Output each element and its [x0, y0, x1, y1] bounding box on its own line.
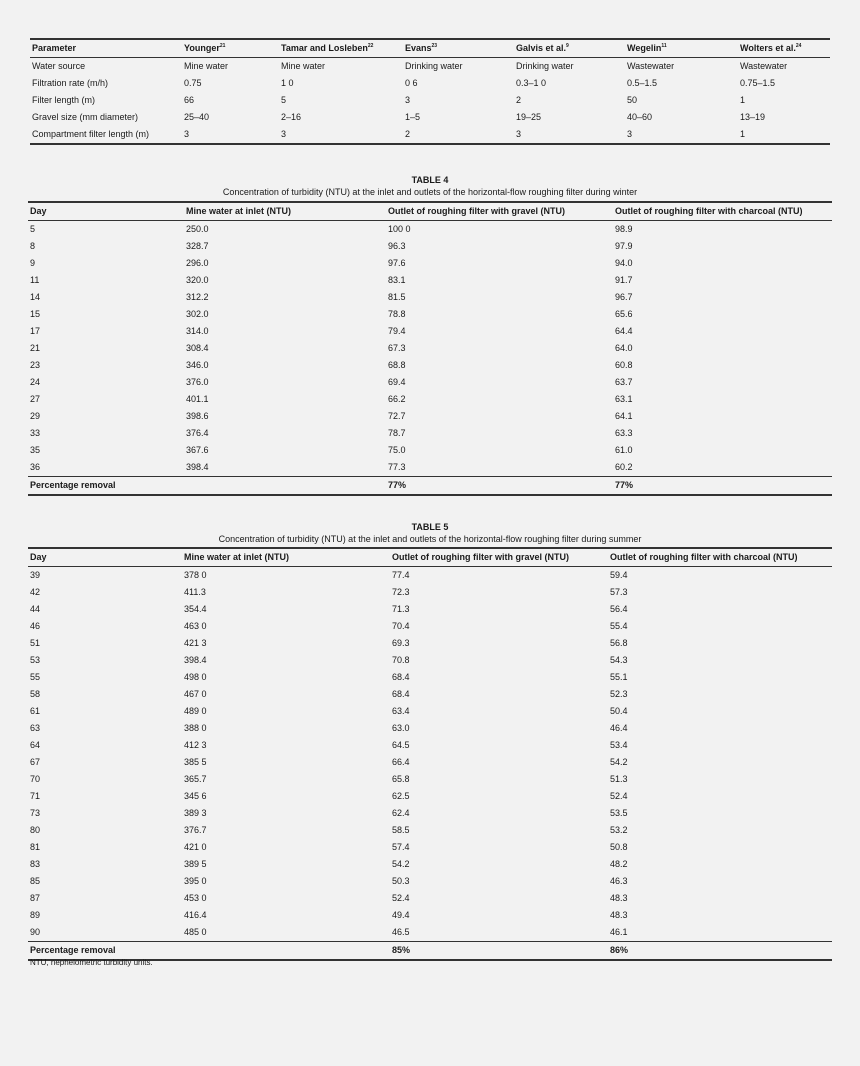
table-cell: 50.3 — [392, 876, 410, 886]
table-row — [28, 391, 832, 408]
column-header: Day — [28, 548, 182, 567]
table-cell: 401.1 — [186, 394, 209, 404]
table-cell: 398.4 — [184, 655, 207, 665]
table-cell: 72.3 — [392, 587, 410, 597]
table-cell: 55 — [30, 672, 41, 682]
winter-turbidity-table — [28, 201, 832, 496]
table-cell: 49.4 — [392, 910, 410, 920]
table-row — [28, 652, 832, 669]
table-cell: 48.3 — [610, 910, 628, 920]
reference-superscript: 24 — [795, 43, 802, 49]
table-cell: 62.5 — [392, 791, 410, 801]
table-row — [28, 686, 832, 703]
table-cell: 68.8 — [388, 360, 406, 370]
column-header-label: Wolters et al. — [740, 43, 796, 53]
reference-superscript: 23 — [431, 43, 438, 49]
table-cell: 314.0 — [186, 326, 209, 336]
table5-caption — [0, 521, 860, 545]
table-row — [28, 805, 832, 822]
table-row — [28, 788, 832, 805]
column-header-label: Wegelin — [627, 43, 662, 53]
table-cell: 100 0 — [388, 224, 411, 234]
table-cell: 367.6 — [186, 445, 209, 455]
table-row — [28, 408, 832, 425]
table-cell: 90 — [30, 927, 41, 937]
table-cell: 81 — [30, 842, 41, 852]
column-header-label: Younger — [184, 43, 220, 53]
table-cell: 463 0 — [184, 621, 207, 631]
table-cell: 46 — [30, 621, 41, 631]
table-row — [28, 357, 832, 374]
table-cell: 63.0 — [392, 723, 410, 733]
table-cell: 61 — [30, 706, 41, 716]
table-row — [28, 459, 832, 477]
table-row — [28, 584, 832, 601]
table-cell: 77.4 — [392, 570, 410, 580]
table-cell: 421 3 — [184, 638, 207, 648]
table-cell: 97.9 — [615, 241, 633, 251]
table-row — [28, 822, 832, 839]
column-header-label: Parameter — [32, 43, 77, 53]
table-cell: 0.75–1.5 — [740, 78, 776, 88]
table-row — [28, 221, 832, 239]
table-cell: 15 — [30, 309, 41, 319]
table-cell: 58.5 — [392, 825, 410, 835]
table-row — [30, 92, 830, 109]
table-cell: 89 — [30, 910, 41, 920]
table-cell: 376.4 — [186, 428, 209, 438]
reference-superscript: 9 — [566, 43, 569, 49]
table-cell: 65.8 — [392, 774, 410, 784]
table-cell: 421 0 — [184, 842, 207, 852]
table-cell: Filter length (m) — [32, 95, 96, 105]
table-cell: 63.7 — [615, 377, 633, 387]
table-cell: 53 — [30, 655, 41, 665]
table-cell: 3 — [405, 95, 411, 105]
table-cell: 345 6 — [184, 791, 207, 801]
table-cell: 40–60 — [627, 112, 653, 122]
table-cell: 83.1 — [388, 275, 406, 285]
table-cell: 376.7 — [184, 825, 207, 835]
table-cell: 64.5 — [392, 740, 410, 750]
column-header: Mine water at inlet (NTU) — [184, 202, 386, 221]
table-cell: 62.4 — [392, 808, 410, 818]
table-cell: Water source — [32, 61, 86, 71]
table-row — [28, 907, 832, 924]
table4-number: TABLE 4 — [411, 175, 449, 185]
winter-table-body — [28, 221, 832, 477]
table-cell: Mine water — [184, 61, 229, 71]
table-cell: 63 — [30, 723, 41, 733]
table-cell: 302.0 — [186, 309, 209, 319]
table-row — [28, 771, 832, 788]
table-cell: Compartment filter length (m) — [30, 126, 182, 144]
table-cell: 498 0 — [184, 672, 207, 682]
table-cell: 64.0 — [615, 343, 633, 353]
table-cell: 79.4 — [388, 326, 406, 336]
table-cell: 354.4 — [184, 604, 207, 614]
table-cell: 46.4 — [610, 723, 628, 733]
table-cell: 46.5 — [392, 927, 410, 937]
table-cell: 385 5 — [184, 757, 207, 767]
column-header: Mine water at inlet (NTU) — [182, 548, 390, 567]
table-cell: 53.5 — [610, 808, 628, 818]
table-row — [28, 601, 832, 618]
table-cell: 11 — [30, 275, 40, 285]
table-cell: 57.4 — [392, 842, 410, 852]
table-cell: 296.0 — [186, 258, 209, 268]
table-row — [28, 306, 832, 323]
column-header — [514, 39, 625, 58]
table-cell: 2–16 — [281, 112, 302, 122]
table-row — [28, 255, 832, 272]
table-cell: 8 — [30, 241, 36, 251]
table-row — [28, 425, 832, 442]
footer-cell: 77% — [613, 477, 832, 496]
table-cell: 64 — [30, 740, 41, 750]
table-cell: 44 — [30, 604, 41, 614]
table-row — [28, 924, 832, 942]
table-row — [28, 442, 832, 459]
table-cell: 3 — [514, 126, 625, 144]
table-cell: 55.4 — [610, 621, 628, 631]
column-header — [403, 39, 514, 58]
table-cell: 13–19 — [740, 112, 766, 122]
table-row — [30, 58, 830, 76]
table-cell: 2 — [403, 126, 514, 144]
table-cell: 60.2 — [615, 462, 633, 472]
table-cell: 19–25 — [516, 112, 542, 122]
table-cell: 96.7 — [615, 292, 633, 302]
table-cell: 2 — [516, 95, 522, 105]
table-cell: 250.0 — [186, 224, 209, 234]
table-cell: 1–5 — [405, 112, 421, 122]
table-cell: 1 — [738, 126, 830, 144]
table-cell: 0.5–1.5 — [627, 78, 658, 88]
table-row — [30, 109, 830, 126]
table-cell: Wastewater — [740, 61, 788, 71]
column-header: Outlet of roughing filter with gravel (NTU) — [386, 202, 613, 221]
table-cell: 308.4 — [186, 343, 209, 353]
table-row — [30, 75, 830, 92]
table-cell: 56.8 — [610, 638, 628, 648]
table-cell: Mine water — [281, 61, 326, 71]
table-cell: 64.1 — [615, 411, 633, 421]
table-row — [28, 618, 832, 635]
table-cell: 69.4 — [388, 377, 406, 387]
table-cell: 97.6 — [388, 258, 406, 268]
table-cell: 14 — [30, 292, 41, 302]
table-cell: 376.0 — [186, 377, 209, 387]
table-cell: 54.3 — [610, 655, 628, 665]
table-cell: 5 — [281, 95, 287, 105]
table-cell: 25–40 — [184, 112, 210, 122]
table-row — [28, 754, 832, 771]
table-cell: 52.3 — [610, 689, 628, 699]
table-cell: 33 — [30, 428, 41, 438]
table-cell: 53.4 — [610, 740, 628, 750]
table-cell: 365.7 — [184, 774, 207, 784]
table-cell: 60.8 — [615, 360, 633, 370]
table-cell: 63.4 — [392, 706, 410, 716]
table-cell: Gravel size (mm diameter) — [32, 112, 139, 122]
table-cell: 489 0 — [184, 706, 207, 716]
table-cell: 66.4 — [392, 757, 410, 767]
comparison-table — [30, 38, 830, 145]
reference-superscript: 11 — [661, 43, 667, 49]
table-row — [28, 323, 832, 340]
table-cell: 0.75 — [184, 78, 202, 88]
table-cell: 17 — [30, 326, 41, 336]
footer-cell — [182, 942, 390, 961]
summer-table-body — [28, 567, 832, 942]
table5-title: Concentration of turbidity (NTU) at the inlet and outlets of the horizontal-flow roughing filter during summer — [218, 534, 642, 544]
table-cell: 78.7 — [388, 428, 406, 438]
comparison-table-body — [30, 58, 830, 145]
table-cell: 3 — [279, 126, 403, 144]
table-row — [28, 567, 832, 585]
winter-table-header — [28, 202, 832, 221]
table-cell: 389 5 — [184, 859, 207, 869]
table-row — [28, 374, 832, 391]
table-cell: 9 — [30, 258, 36, 268]
column-header-label: Galvis et al. — [516, 43, 567, 53]
table-cell: 78.8 — [388, 309, 406, 319]
table-cell: 467 0 — [184, 689, 207, 699]
summer-table-header — [28, 548, 832, 567]
table-cell: 69.3 — [392, 638, 410, 648]
table-cell: 70.4 — [392, 621, 410, 631]
table-cell: 54.2 — [392, 859, 410, 869]
table-cell: 328.7 — [186, 241, 209, 251]
table-cell: 36 — [30, 462, 41, 472]
column-header — [182, 39, 279, 58]
table-cell: 1 — [740, 95, 746, 105]
table-cell: 63.3 — [615, 428, 633, 438]
table-cell: 1 0 — [281, 78, 294, 88]
column-header — [738, 39, 830, 58]
table-cell: 91.7 — [615, 275, 633, 285]
table-row — [28, 289, 832, 306]
table-cell: Drinking water — [405, 61, 463, 71]
footer-cell — [184, 477, 386, 496]
table-cell: 398.6 — [186, 411, 209, 421]
table-cell: 64.4 — [615, 326, 633, 336]
table-cell: 58 — [30, 689, 41, 699]
table-cell: 312.2 — [186, 292, 209, 302]
table-cell: 21 — [30, 343, 41, 353]
reference-superscript: 21 — [219, 43, 226, 49]
table-cell: 46.3 — [610, 876, 628, 886]
footer-cell: Percentage removal — [28, 477, 184, 496]
table-cell: 83 — [30, 859, 41, 869]
table-cell: 0.3–1 0 — [516, 78, 547, 88]
table-cell: 50 — [627, 95, 638, 105]
table-cell: 24 — [30, 377, 41, 387]
table-cell: 378 0 — [184, 570, 207, 580]
table4-caption — [0, 174, 860, 198]
table-cell: 389 3 — [184, 808, 207, 818]
table-cell: 3 — [625, 126, 738, 144]
table-cell: Wastewater — [627, 61, 675, 71]
table-cell: 485 0 — [184, 927, 207, 937]
table-cell: 411.3 — [184, 587, 206, 597]
table-cell: 35 — [30, 445, 41, 455]
table-cell: 395 0 — [184, 876, 207, 886]
table-cell: 3 — [182, 126, 279, 144]
table-cell: 61.0 — [615, 445, 633, 455]
table-row — [28, 839, 832, 856]
column-header — [625, 39, 738, 58]
table-cell: 65.6 — [615, 309, 633, 319]
footer-cell: 77% — [386, 477, 613, 496]
table-row — [28, 873, 832, 890]
table-cell: 416.4 — [184, 910, 207, 920]
table-cell: 53.2 — [610, 825, 628, 835]
table5-number: TABLE 5 — [411, 522, 449, 532]
table-cell: 68.4 — [392, 672, 410, 682]
table-cell: 68.4 — [392, 689, 410, 699]
summer-turbidity-table — [28, 547, 832, 961]
table-footnote: NTU, nephelometric turbidity units. — [30, 958, 153, 967]
table-cell: 0 6 — [405, 78, 418, 88]
table-cell: 75.0 — [388, 445, 406, 455]
table-cell: 63.1 — [615, 394, 633, 404]
table-cell: 52.4 — [610, 791, 628, 801]
reference-superscript: 22 — [367, 43, 374, 49]
table-cell: 71.3 — [392, 604, 410, 614]
comparison-table-header — [30, 39, 830, 58]
table-cell: 87 — [30, 893, 41, 903]
table-cell: 5 — [30, 224, 36, 234]
column-header: Day — [28, 202, 184, 221]
table-cell: 72.7 — [388, 411, 406, 421]
table-row — [28, 669, 832, 686]
table-cell: 94.0 — [615, 258, 633, 268]
column-header — [279, 39, 403, 58]
table-cell: 23 — [30, 360, 41, 370]
table-cell: 46.1 — [610, 927, 628, 937]
table-cell: 55.1 — [610, 672, 628, 682]
table-cell: 67.3 — [388, 343, 406, 353]
table-cell: 48.2 — [610, 859, 628, 869]
table-cell: 29 — [30, 411, 41, 421]
table-cell: 73 — [30, 808, 41, 818]
table-cell: 320.0 — [186, 275, 209, 285]
table4-title: Concentration of turbidity (NTU) at the inlet and outlets of the horizontal-flow roughing filter during winter — [222, 187, 638, 197]
table-cell: 67 — [30, 757, 41, 767]
footer-cell: 86% — [608, 942, 832, 961]
table-cell: 412 3 — [184, 740, 207, 750]
table-cell: 96.3 — [388, 241, 406, 251]
table-row — [28, 635, 832, 652]
table-row — [28, 856, 832, 873]
table-cell: Filtration rate (m/h) — [32, 78, 109, 88]
table-cell: 398.4 — [186, 462, 209, 472]
table-cell: 48.3 — [610, 893, 628, 903]
table-row — [28, 737, 832, 754]
table-cell: 57.3 — [610, 587, 628, 597]
table-row — [28, 272, 832, 289]
table-cell: 59.4 — [610, 570, 628, 580]
table-cell: 71 — [30, 791, 41, 801]
table-cell: Drinking water — [516, 61, 574, 71]
table-row — [28, 720, 832, 737]
winter-percentage-removal-row — [28, 477, 832, 496]
footer-cell: 85% — [390, 942, 608, 961]
table-cell: 80 — [30, 825, 41, 835]
table-cell: 39 — [30, 570, 41, 580]
table-cell: 85 — [30, 876, 41, 886]
table-row — [28, 238, 832, 255]
table-cell: 70.8 — [392, 655, 410, 665]
table-cell: 51 — [30, 638, 41, 648]
column-header — [30, 39, 182, 58]
table-cell: 98.9 — [615, 224, 633, 234]
table-row — [28, 703, 832, 720]
table-cell: 50.8 — [610, 842, 628, 852]
column-header: Outlet of roughing filter with charcoal (NTU) — [613, 202, 832, 221]
table-cell: 50.4 — [610, 706, 628, 716]
table-cell: 42 — [30, 587, 41, 597]
table-cell: 77.3 — [388, 462, 406, 472]
footer-cell: Percentage removal — [28, 942, 182, 961]
column-header: Outlet of roughing filter with gravel (NTU) — [390, 548, 608, 567]
column-header-label: Tamar and Losleben — [281, 43, 368, 53]
table-cell: 52.4 — [392, 893, 410, 903]
table-row — [30, 126, 830, 144]
table-row — [28, 340, 832, 357]
table-cell: 453 0 — [184, 893, 207, 903]
column-header: Outlet of roughing filter with charcoal (NTU) — [608, 548, 832, 567]
table-cell: 56.4 — [610, 604, 628, 614]
table-cell: 81.5 — [388, 292, 406, 302]
table-cell: 27 — [30, 394, 41, 404]
table-cell: 66 — [184, 95, 195, 105]
table-cell: 51.3 — [610, 774, 628, 784]
table-row — [28, 890, 832, 907]
table-cell: 54.2 — [610, 757, 628, 767]
table-cell: 70 — [30, 774, 41, 784]
table-cell: 346.0 — [186, 360, 209, 370]
table-cell: 388 0 — [184, 723, 207, 733]
table-cell: 66.2 — [388, 394, 406, 404]
column-header-label: Evans — [405, 43, 432, 53]
